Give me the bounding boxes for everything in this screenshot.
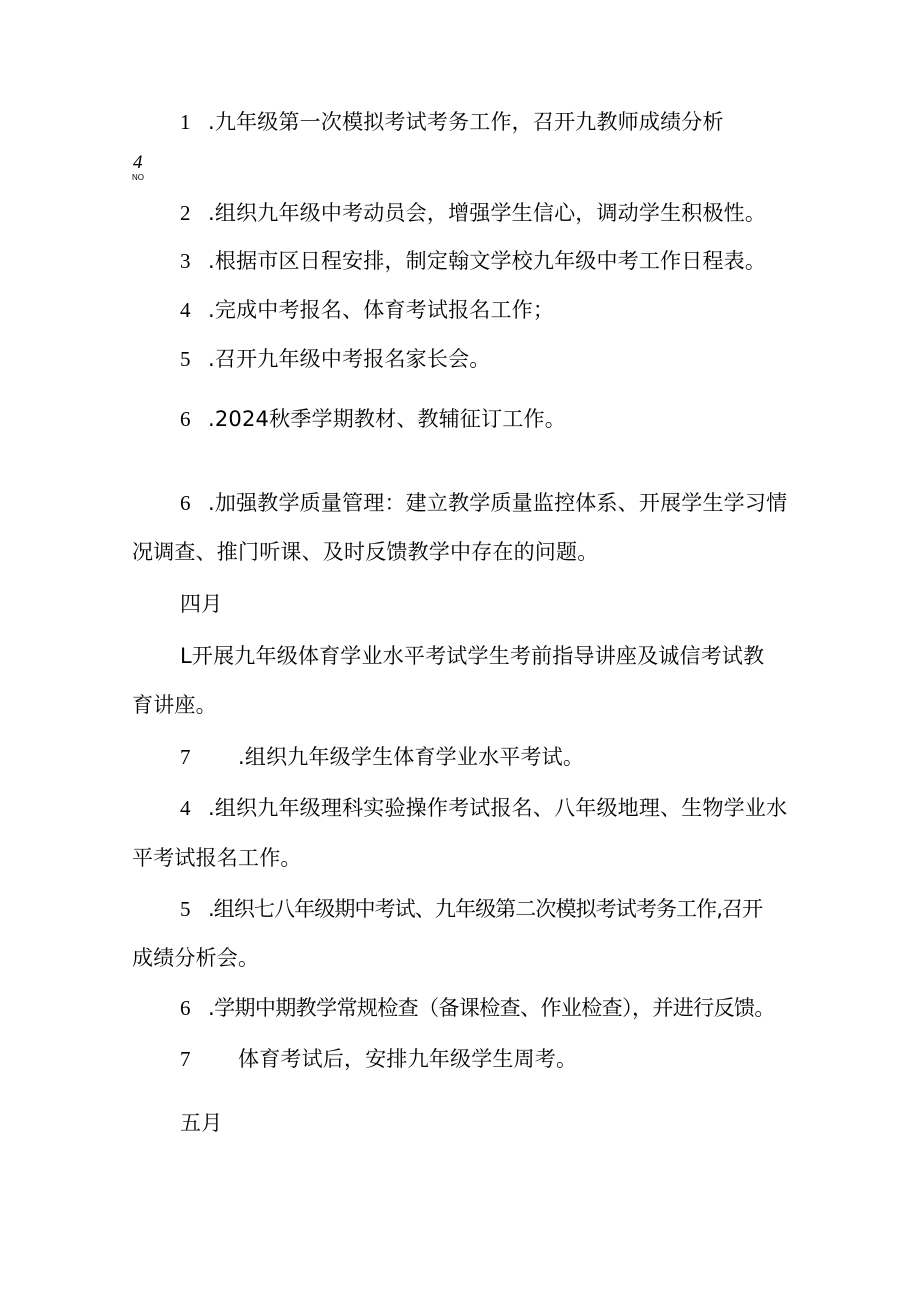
april-item-2-text: .组织九年级学生体育学业水平考试。 [238,745,585,769]
april-item-3-continued: 平考试报名工作。 [132,846,302,870]
april-item-2 [180,742,584,772]
april-heading: 四月 [180,592,223,616]
item-6-text: .2024秋季学期教材、教辅征订工作。 [208,407,566,431]
item-5-text: .召开九年级中考报名家长会。 [208,347,491,371]
item-3-text: .根据市区日程安排，制定翰文学校九年级中考工作日程表。 [208,249,767,273]
item-7-continued: 况调查、推门听课、及时反馈教学中存在的问题。 [132,540,599,564]
april-item-1-continued: 育讲座。 [132,693,217,717]
april-item-3 [180,793,787,823]
item-1 [180,107,724,137]
item-1-text: .九年级第一次模拟考试考务工作，召开九教师成绩分析 [208,110,724,134]
april-item-3-text: .组织九年级理科实验操作考试报名、八年级地理、生物学业水 [208,796,788,820]
item-2-number: 2 [180,201,191,225]
item-4 [180,295,554,325]
april-item-4 [180,894,762,924]
april-item-4-continued: 成绩分析会。 [132,946,260,970]
april-item-5 [180,993,775,1023]
item-6-number: 6 [180,407,191,431]
item-3-number: 3 [180,249,191,273]
april-item-3-number: 4 [180,796,191,820]
april-item-4-text: .组织七八年级期中考试、九年级第二次模拟考试考务工作,召开 [208,897,763,921]
april-item-4-number: 5 [180,897,191,921]
item-4-text: .完成中考报名、体育考试报名工作； [208,298,555,322]
item-1-number: 1 [180,110,191,134]
item-5 [180,344,490,374]
item-5-number: 5 [180,347,191,371]
item-7-number: 6 [180,491,191,515]
april-item-6 [180,1044,577,1074]
item-7 [180,488,787,518]
april-item-5-number: 6 [180,996,191,1020]
item-7-text: .加强教学质量管理：建立教学质量监控体系、开展学生学习情 [208,491,788,515]
april-item-6-text: 体育考试后，安排九年级学生周考。 [238,1047,578,1071]
april-item-6-number: 7 [180,1047,191,1071]
may-heading: 五月 [180,1111,223,1135]
april-item-2-number: 7 [180,745,191,769]
item-3 [180,246,766,276]
item-6 [180,404,566,434]
item-2 [180,198,766,228]
page-mark-sub: NO [132,173,144,182]
april-item-1: L开展九年级体育学业水平考试学生考前指导讲座及诚信考试教 [180,644,765,668]
item-2-text: .组织九年级中考动员会，增强学生信心，调动学生积极性。 [208,201,767,225]
item-4-number: 4 [180,298,191,322]
april-item-5-text: .学期中期教学常规检查（备课检查、作业检查），并进行反馈。 [208,996,775,1020]
page-mark: 4 [133,152,143,173]
